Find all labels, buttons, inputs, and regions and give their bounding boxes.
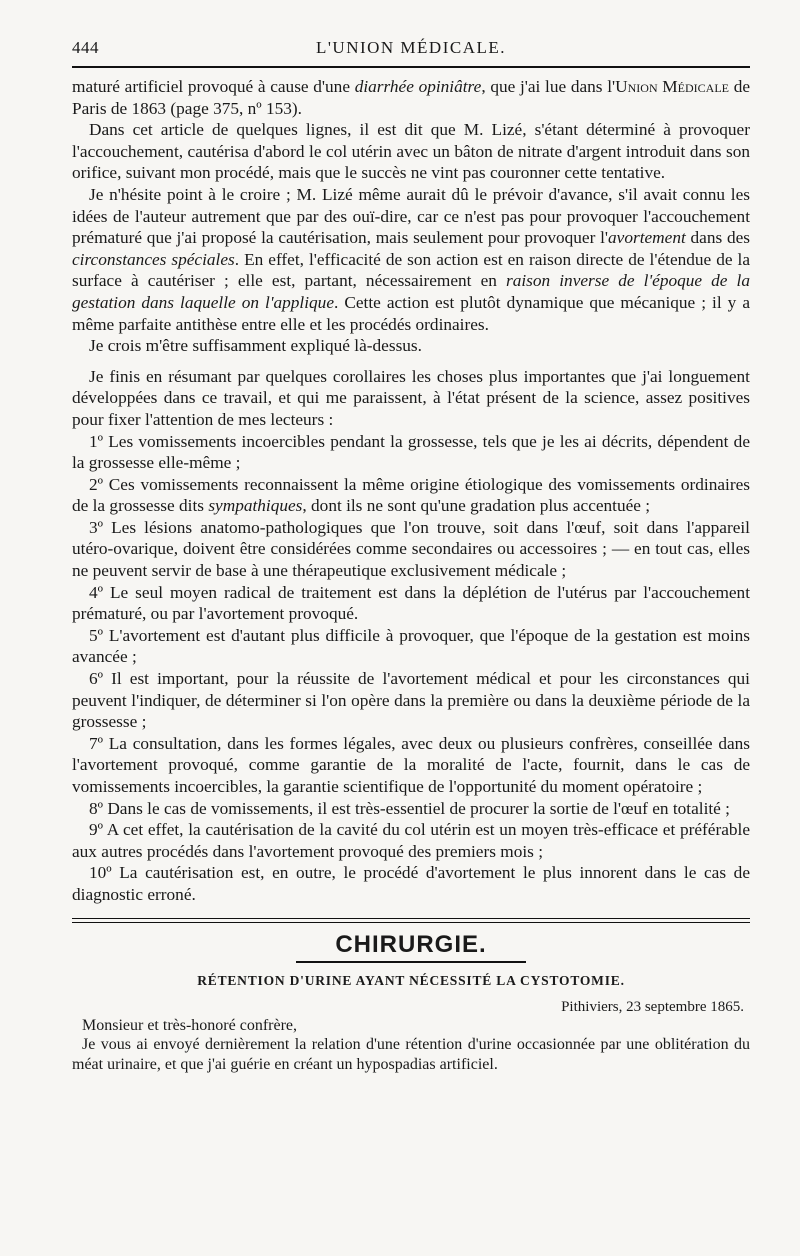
corollary-5: 5º L'avortement est d'autant plus difficile à provoquer, que l'époque de la gestation est moins avancée ; [72, 625, 750, 667]
corollary-1: 1º Les vomissements incoercibles pendant la grossesse, tels que je les ai décrits, dépendent de la grossesse elle-même ; [72, 431, 750, 473]
letter-salutation: Monsieur et très-honoré confrère, [82, 1016, 298, 1034]
page-header [72, 32, 750, 62]
letter-paragraph: Je vous ai envoyé dernièrement la relation d'une rétention d'urine occasionnée par une oblitération du méat urinaire, et que j'ai guérie en créant un hypospadias artificiel. [72, 1036, 750, 1073]
paragraph-author-response: Je n'hésite point à le croire ; M. Lizé même aurait dû le prévoir d'avance, s'il avait connu les idées de l'auteur autrement que par des ouï-dire, car ce n'est pas pour provoquer l'accouchement prématuré que j'ai proposé la cautérisation, mais seulement pour provoquer l'avortement dans des circonstances spéciales. En effet, l'efficacité de son action est en raison directe de l'étendue de la surface à cautériser ; elle est, partant, nécessairement en raison inverse de l'époque de la gestation dans laquelle on l'applique. Cette action est plutôt dynamique que mécanique ; il y a même parfaite antithèse entre elle et les procédés ordinaires. [72, 184, 751, 334]
page-number: 444 [72, 38, 99, 57]
article-title: RÉTENTION D'URINE AYANT NÉCESSITÉ LA CYSTOTOMIE. [197, 972, 625, 988]
corollary-6: 6º Il est important, pour la réussite de l'avortement médical et pour les circonstances qui peuvent l'indiquer, de déterminer si l'on opère dans la première ou dans la deuxième période de la grossesse ; [72, 669, 750, 732]
running-title: L'UNION MÉDICALE. [315, 38, 507, 57]
header-rule [72, 66, 750, 68]
corollary-7: 7º La consultation, dans les formes légales, avec deux ou plusieurs confrères, conseillée dans l'avortement provoqué, comme garantie de la moralité de l'acte, fournit, dans le cas de vomissements incoercibles, la garantie scientifique de l'opportunité du moment opératoire ; [72, 733, 750, 796]
letter-body [72, 1016, 750, 1075]
journal-name: Union Médicale [615, 77, 729, 96]
paragraph-explained: Je crois m'être suffisamment expliqué là-dessus. [89, 336, 422, 356]
section-divider [72, 918, 750, 923]
corollary-4: 4º Le seul moyen radical de traitement est dans la déplétion de l'utérus par l'accouchement prématuré, ou par l'avortement provoqué. [72, 582, 750, 624]
paragraph-lize-article: Dans cet article de quelques lignes, il est dit que M. Lizé, s'étant déterminé à provoquer l'accouchement, cautérisa d'abord le col utérin avec un bâton de nitrate d'argent introduit dans son orifice, suivant mon procédé, mais que le succès ne vint pas couronner cette tentative. [72, 120, 750, 183]
paragraph-continuation: maturé artificiel provoqué à cause d'une diarrhée opiniâtre, que j'ai lue dans l'Union Médicale de Paris de 1863 (page 375, nº 153). [72, 77, 751, 118]
corollary-9: 9º A cet effet, la cautérisation de la cavité du col utérin est un moyen très-efficace et préférable aux autres procédés dans l'avortement provoqué des premiers mois ; [72, 820, 750, 861]
corollary-8: 8º Dans le cas de vomissements, il est très-essentiel de procurer la sortie de l'œuf en totalité ; [89, 798, 730, 818]
paragraph-summary-intro: Je finis en résumant par quelques corollaires les choses plus importantes que j'ai longuement développées dans ce travail, et qui me paraissent, à l'état présent de la science, assez positives pour fixer l'attention de mes lecteurs : [72, 366, 750, 429]
corollary-3: 3º Les lésions anatomo-pathologiques que l'on trouve, soit dans l'œuf, soit dans l'appareil utéro-ovarique, doivent être considérées comme secondaires ou accessoires ; — en tout cas, elles ne peuvent servir de base à une thérapeutique exclusivement médicale ; [72, 517, 750, 581]
section-title: CHIRURGIE. [335, 930, 487, 958]
section-title-rule [296, 961, 526, 963]
corollary-10: 10º La cautérisation est, en outre, le procédé d'avortement le plus innorent dans le cas de diagnostic erroné. [72, 863, 750, 904]
corollary-2: 2º Ces vomissements reconnaissent la même origine étiologique des vomissements ordinaires de la grossesse dits sympathiques, dont ils ne sont qu'une gradation plus accentuée ; [72, 474, 750, 516]
letter-place-date: Pithiviers, 23 septembre 1865. [561, 998, 744, 1015]
article-body [72, 76, 750, 906]
